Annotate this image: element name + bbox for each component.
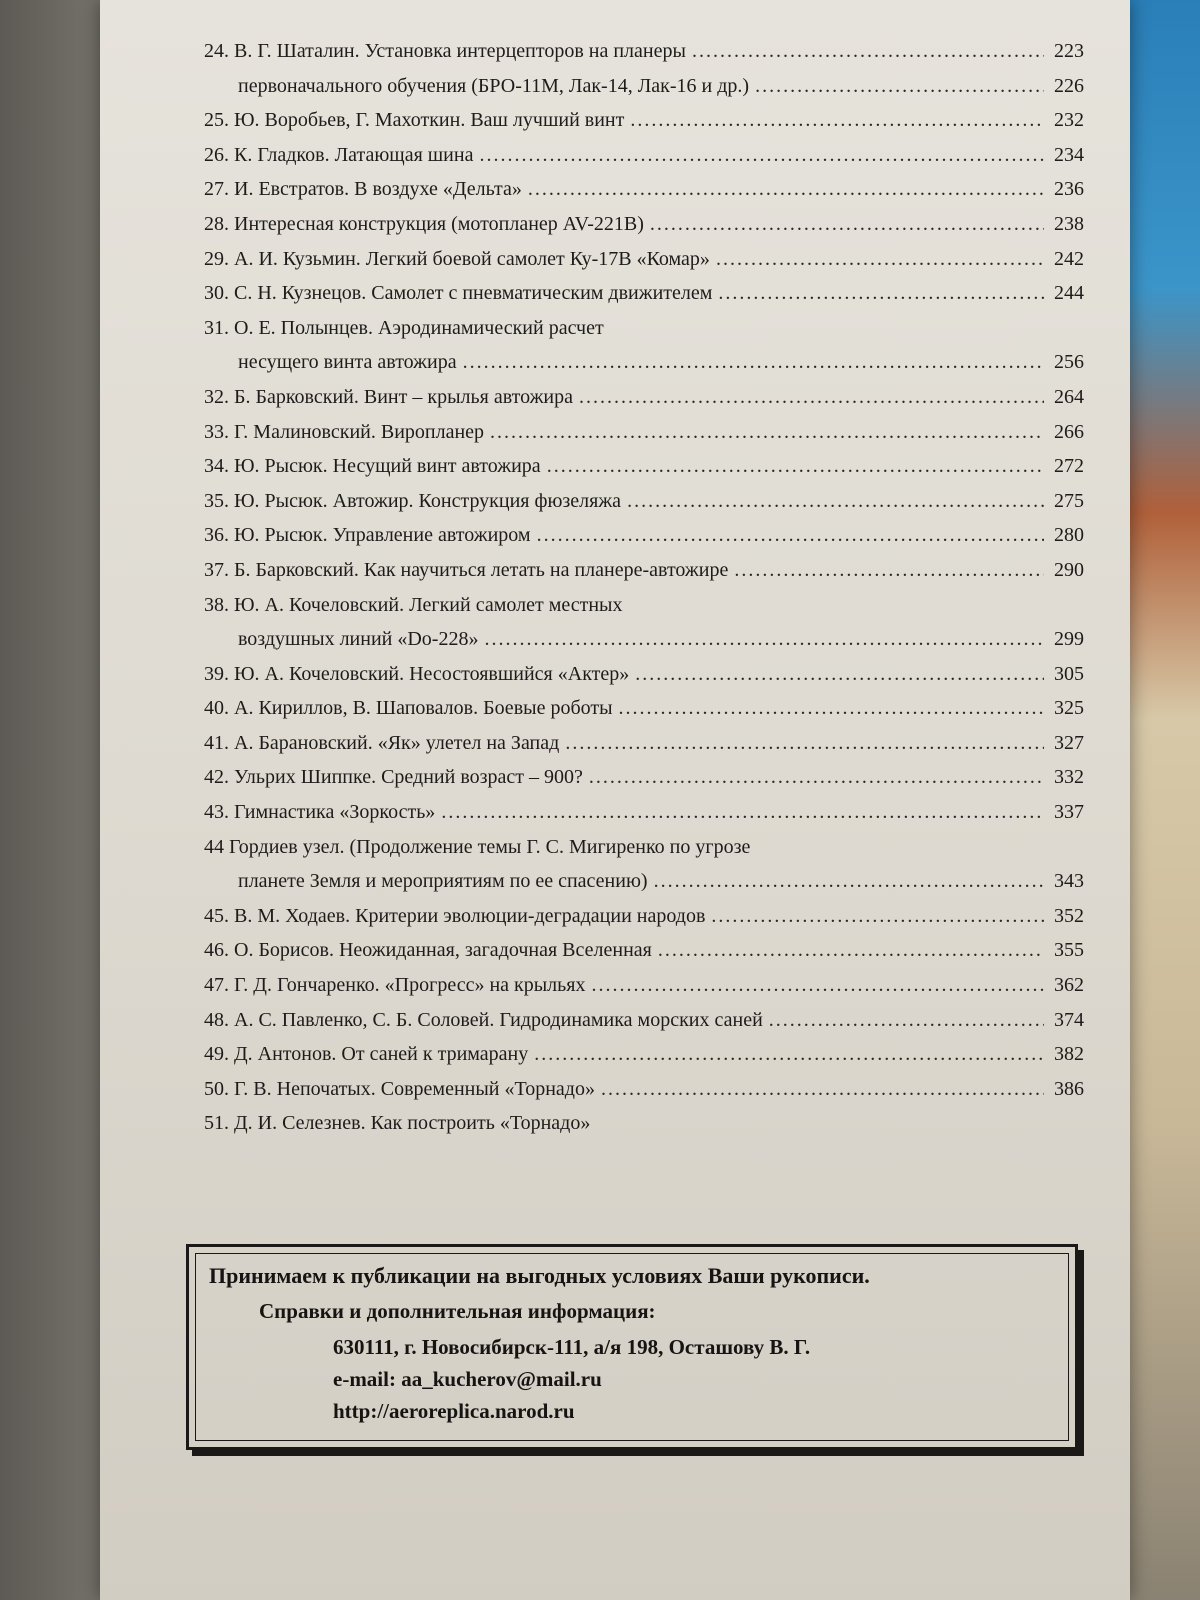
toc-leader-dots [692,34,1044,69]
toc-leader-dots [619,691,1044,726]
toc-leader-dots [734,553,1044,588]
toc-line [204,518,1084,553]
toc-leader-dots [479,138,1044,173]
toc-title: О. Борисов. Неожиданная, загадочная Вселенная [234,939,652,962]
toc-leader-dots [711,899,1044,934]
toc-title: И. Евстратов. В воздухе «Дельта» [234,178,522,201]
toc-leader-dots [601,1072,1044,1107]
toc-page-number: 305 [1054,662,1084,685]
toc-entry [204,518,1084,553]
toc-page-number: 275 [1054,489,1084,512]
toc-number: 32. [204,385,229,408]
toc-title: несущего винта автожира [238,351,457,374]
toc-line [204,380,1084,415]
toc-leader-dots [769,1003,1044,1038]
toc-title: А. Барановский. «Як» улетел на Запад [234,731,560,754]
toc-title: Г. Малиновский. Виропланер [234,420,485,443]
toc-line [204,830,1084,865]
toc-number: 40. [204,697,229,720]
toc-page-number: 226 [1054,74,1084,97]
toc-entry [204,380,1084,415]
notice-website: http://aeroreplica.narod.ru [333,1399,575,1423]
toc-number: 49. [204,1043,229,1066]
toc-line [204,760,1084,795]
toc-entry [204,311,1084,380]
toc-leader-dots [635,657,1044,692]
toc-page-number: 382 [1054,1043,1084,1066]
toc-line [204,622,1084,657]
toc-leader-dots [484,622,1044,657]
toc-title: Гордиев узел. (Продолжение темы Г. С. Мигиренко по угрозе [229,835,751,858]
toc-page-number: 362 [1054,974,1084,997]
toc-number: 36. [204,524,229,547]
toc-title: А. С. Павленко, С. Б. Соловей. Гидродинамика морских саней [234,1008,763,1031]
toc-number: 45. [204,904,229,927]
toc-line [204,484,1084,519]
toc-line [204,1106,1084,1141]
toc-title: Ю. Воробьев, Г. Махоткин. Ваш лучший винт [234,109,625,132]
toc-entry [204,138,1084,173]
toc-leader-dots [547,449,1044,484]
toc-page-number: 256 [1054,351,1084,374]
toc-entry [204,553,1084,588]
toc-line [204,933,1084,968]
toc-entry [204,968,1084,1003]
toc-number: 51. [204,1112,229,1135]
toc-line [204,1072,1084,1107]
toc-title: планете Земля и мероприятиям по ее спасению) [238,870,648,893]
toc-number: 25. [204,109,229,132]
toc-leader-dots [654,864,1044,899]
toc-page-number: 374 [1054,1008,1084,1031]
toc-line [204,657,1084,692]
toc-line [204,864,1084,899]
toc-title: Гимнастика «Зоркость» [234,801,436,824]
toc-title: Г. Д. Гончаренко. «Прогресс» на крыльях [234,974,586,997]
toc-entry [204,242,1084,277]
toc-number: 37. [204,558,229,581]
toc-leader-dots [591,968,1044,1003]
toc-line [204,449,1084,484]
toc-entry [204,830,1084,899]
toc-title: Ю. Рысюк. Несущий винт автожира [234,455,541,478]
toc-number: 24. [204,40,229,62]
toc-title: Д. Антонов. От саней к тримарану [234,1043,529,1066]
toc-title: В. М. Ходаев. Критерии эволюции-деградации народов [234,904,706,927]
toc-entry [204,172,1084,207]
notice-email: e-mail: aa_kucherov@mail.ru [333,1367,602,1391]
toc-page-number: 332 [1054,766,1084,789]
toc-title: А. Кириллов, В. Шаповалов. Боевые роботы [234,697,613,720]
toc-line [204,968,1084,1003]
toc-leader-dots [718,276,1044,311]
toc-entry [204,1072,1084,1107]
toc-leader-dots [528,172,1044,207]
toc-entry [204,484,1084,519]
toc-leader-dots [716,242,1044,277]
toc-line [204,34,1084,69]
toc-title: Б. Барковский. Винт – крылья автожира [234,385,574,408]
toc-number: 38. [204,593,229,616]
toc-entry [204,34,1084,103]
toc-number: 34. [204,455,229,478]
toc-page-number: 352 [1054,904,1084,927]
toc-line [204,276,1084,311]
toc-number: 33. [204,420,229,443]
toc-line [204,691,1084,726]
toc-title: первоначального обучения (БРО-11М, Лак-14, Лак-16 и др.) [238,74,750,97]
toc-number: 39. [204,662,229,685]
toc-entry [204,449,1084,484]
toc-line [204,899,1084,934]
toc-number: 47. [204,974,229,997]
toc-leader-dots [565,726,1044,761]
toc-number: 42. [204,766,229,789]
toc-title: Ю. Рысюк. Автожир. Конструкция фюзеляжа [234,489,622,512]
toc-title: Д. И. Селезнев. Как построить «Торнадо» [234,1112,591,1135]
toc-number: 28. [204,212,229,235]
notice-subhead: Справки и дополнительная информация: [259,1299,656,1323]
toc-title: А. И. Кузьмин. Легкий боевой самолет Ку-17В «Комар» [234,247,710,270]
toc-leader-dots [627,484,1044,519]
toc-line [204,138,1084,173]
toc-title: Ю. А. Кочеловский. Несостоявшийся «Актер» [234,662,630,685]
notice-headline: Принимаем к публикации на выгодных условиях Ваши рукописи. [209,1263,870,1288]
toc-line [204,795,1084,830]
toc-page-number: 264 [1054,385,1084,408]
toc-line [204,172,1084,207]
toc-leader-dots [589,760,1044,795]
toc-page-number: 343 [1054,870,1084,893]
toc-number: 27. [204,178,229,201]
toc-title: воздушных линий «Do-228» [238,628,479,651]
toc-line [204,311,1084,346]
toc-line [204,1037,1084,1072]
toc-number: 41. [204,731,229,754]
toc-title: Ульрих Шиппке. Средний возраст – 900? [234,766,583,789]
book-page [100,0,1130,1600]
toc-entry [204,1003,1084,1038]
toc-entry [204,760,1084,795]
toc-number: 30. [204,282,229,305]
toc-page-number: 290 [1054,558,1084,581]
toc-entry [204,795,1084,830]
toc-title: С. Н. Кузнецов. Самолет с пневматическим движителем [234,282,713,305]
toc-leader-dots [658,933,1044,968]
toc-entry [204,276,1084,311]
toc-title: Интересная конструкция (мотопланер AV-221B) [234,212,644,235]
toc-number: 26. [204,143,229,166]
publication-notice-box [186,1244,1078,1450]
toc-leader-dots [490,415,1044,450]
toc-page-number: 280 [1054,524,1084,547]
toc-page-number: 386 [1054,1077,1084,1100]
toc-title: Ю. А. Кочеловский. Легкий самолет местных [234,593,623,616]
toc-page-number: 234 [1054,143,1084,166]
notice-address: 630111, г. Новосибирск-111, а/я 198, Осташову В. Г. [333,1335,811,1359]
toc-entry [204,933,1084,968]
toc-entry [204,1106,1084,1141]
toc-leader-dots [755,69,1044,104]
toc-line [204,726,1084,761]
toc-entry [204,691,1084,726]
toc-leader-dots [537,518,1044,553]
toc-title: О. Е. Полынцев. Аэродинамический расчет [234,316,604,339]
toc-title: Г. В. Непочатых. Современный «Торнадо» [234,1077,595,1100]
table-of-contents [204,34,1084,1141]
toc-leader-dots [441,795,1044,830]
toc-leader-dots [630,103,1044,138]
toc-leader-dots [650,207,1044,242]
toc-leader-dots [463,345,1044,380]
toc-page-number: 337 [1054,801,1084,824]
toc-page-number: 299 [1054,628,1084,651]
toc-number: 43. [204,801,229,824]
toc-line [204,103,1084,138]
toc-title: Ю. Рысюк. Управление автожиром [234,524,531,547]
toc-page-number: 272 [1054,455,1084,478]
toc-number: 44 [204,835,224,858]
toc-entry [204,1037,1084,1072]
toc-line [204,415,1084,450]
toc-page-number: 244 [1054,282,1084,305]
toc-leader-dots [534,1037,1044,1072]
toc-number: 35. [204,489,229,512]
toc-page-number: 236 [1054,178,1084,201]
toc-page-number: 327 [1054,731,1084,754]
toc-number: 48. [204,1008,229,1031]
toc-line [204,345,1084,380]
toc-title: К. Гладков. Латающая шина [234,143,474,166]
toc-number: 29. [204,247,229,270]
toc-page-number: 232 [1054,109,1084,132]
toc-line [204,553,1084,588]
toc-entry [204,207,1084,242]
toc-page-number: 238 [1054,212,1084,235]
toc-number: 46. [204,939,229,962]
toc-title: Б. Барковский. Как научиться летать на планере-автожире [234,558,729,581]
toc-line [204,1003,1084,1038]
toc-entry [204,899,1084,934]
toc-line [204,69,1084,104]
toc-number: 50. [204,1077,229,1100]
toc-entry [204,588,1084,657]
toc-page-number: 355 [1054,939,1084,962]
toc-page-number: 223 [1054,40,1084,62]
toc-entry [204,103,1084,138]
toc-leader-dots [579,380,1044,415]
toc-line [204,588,1084,623]
toc-entry [204,657,1084,692]
toc-page-number: 325 [1054,697,1084,720]
toc-line [204,242,1084,277]
toc-entry [204,726,1084,761]
toc-page-number: 266 [1054,420,1084,443]
toc-number: 31. [204,316,229,339]
toc-title: В. Г. Шаталин. Установка интерцепторов на планеры [234,40,686,62]
toc-line [204,207,1084,242]
toc-page-number: 242 [1054,247,1084,270]
toc-entry [204,415,1084,450]
